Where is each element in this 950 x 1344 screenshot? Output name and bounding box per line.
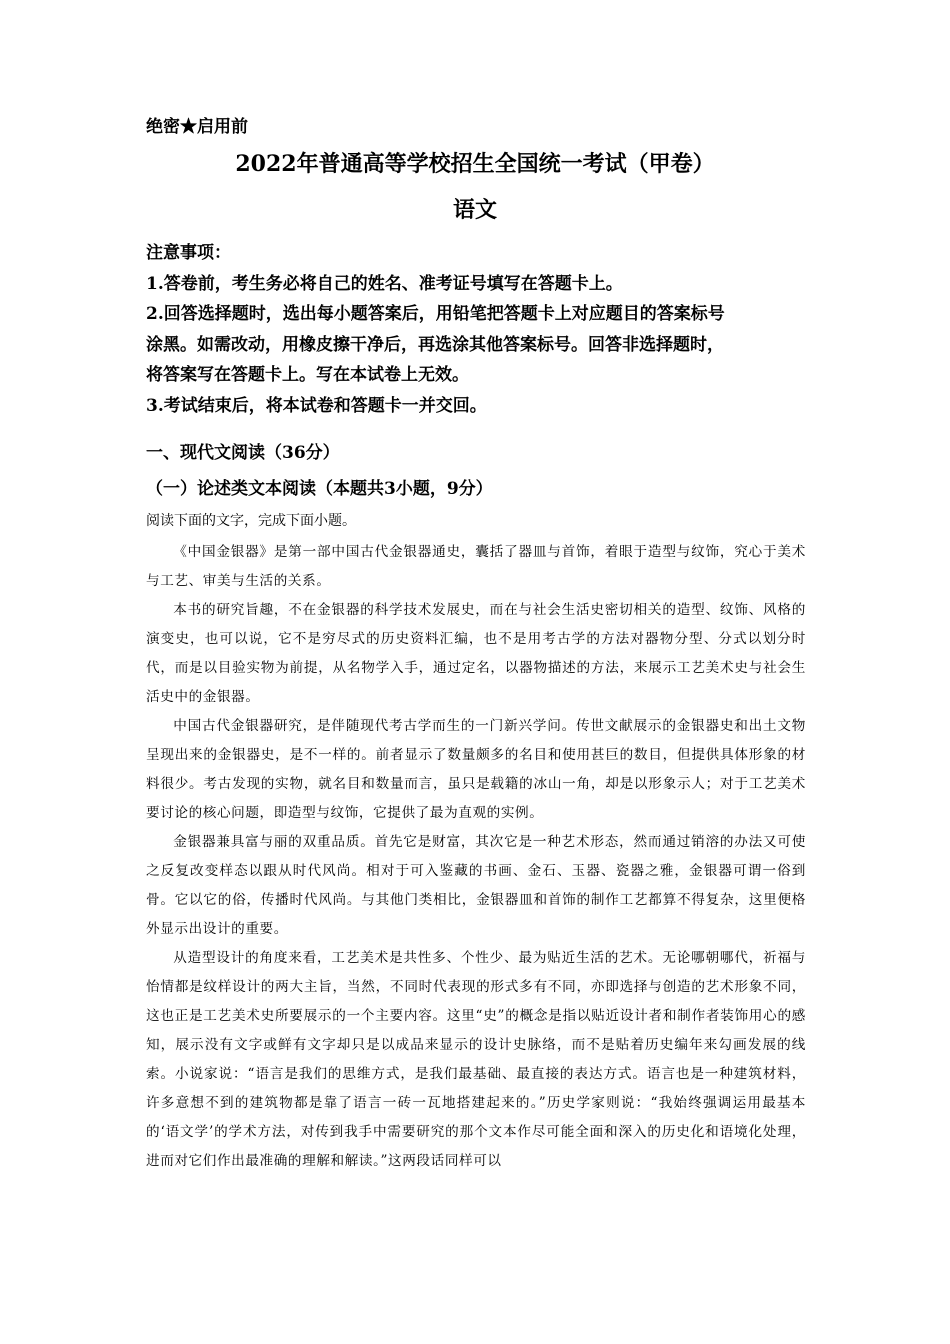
secret-mark: 绝密★启用前 xyxy=(146,117,248,137)
notes-heading: 注意事项： xyxy=(146,243,231,263)
subject-title: 语文 xyxy=(452,197,497,223)
notes-line: 1.答卷前，考生务必将自己的姓名、准考证号填写在答题卡上。 xyxy=(146,273,623,294)
exam-title: 2022年普通高等学校招生全国统一考试（甲卷） xyxy=(235,151,715,177)
notes-line: 3.考试结束后，将本试卷和答题卡一并交回。 xyxy=(146,395,487,416)
notes-line: 2.回答选择题时，选出每小题答案后，用铅笔把答题卡上对应题目的答案标号 xyxy=(146,304,725,324)
passage-paragraph: 从造型设计的角度来看，工艺美术是共性多、个性少、最为贴近生活的艺术。无论哪朝哪代，祈福与怡情都是纹样设计的两大主旨，当然，不同时代表现的形式多有不同，亦即选择与创造的艺术形象不同，这也正是工艺美术史所要展示的一个主要内容。这里“史”的概念是指以贴近设计者和制作者装饰用心的感知，展示没有文字或鲜有文字却只是以成品来显示的设计史脉络，而不是贴着历史编年来勾画发展的线索。小说家说：“语言是我们的思维方式，是我们最基础、最直接的表达方式。语言也是一种建筑材料，许多意想不到的建筑物都是靠了语言一砖一瓦地搭建起来的。”历史学家则说：“我始终强调运用最基本的‘语文学’的学术方法，对传到我手中需要研究的那个文本作尽可能全面和深入的历史化和语境化处理，进而对它们作出最准确的理解和解读。”这两段话同样可以 xyxy=(146,950,806,1169)
passage-paragraph: 中国古代金银器研究，是伴随现代考古学而生的一门新兴学问。传世文献展示的金银器史和出土文物呈现出来的金银器史，是不一样的。前者显示了数量颇多的名目和使用甚巨的数目，但提供具体形象的材料很少。考古发现的实物，就名目和数量而言，虽只是载籍的冰山一角，却是以形象示人；对于工艺美术要讨论的核心问题，即造型与纹饰，它提供了最为直观的实例。 xyxy=(146,718,806,821)
section-heading-part1-sub1: （一）论述类文本阅读（本题共3小题，9分） xyxy=(146,479,493,499)
passage-paragraph: 《中国金银器》是第一部中国古代金银器通史，囊括了器皿与首饰，着眼于造型与纹饰，究心于美术与工艺、审美与生活的关系。 xyxy=(146,544,806,589)
passage-paragraph: 本书的研究旨趣，不在金银器的科学技术发展史，而在与社会生活史密切相关的造型、纹饰、风格的演变史，也可以说，它不是穷尽式的历史资料汇编，也不是用考古学的方法对器物分型、分式以划分时代，而是以目验实物为前提，从名物学入手，通过定名，以器物描述的方法，来展示工艺美术史与社会生活史中的金银器。 xyxy=(146,602,806,705)
passage-paragraph: 金银器兼具富与丽的双重品质。首先它是财富，其次它是一种艺术形态，然而通过销溶的办法又可使之反复改变样态以跟从时代风尚。相对于可入鉴藏的书画、金石、玉器、瓷器之雅，金银器可谓一俗到骨。它以它的俗，传播时代风尚。与其他门类相比，金银器皿和首饰的制作工艺都算不得复杂，这里便格外显示出设计的重要。 xyxy=(146,834,806,937)
section-heading-part1: 一、现代文阅读（36分） xyxy=(146,443,340,463)
reading-passage xyxy=(146,538,806,1176)
reading-instruction: 阅读下面的文字，完成下面小题。 xyxy=(146,513,356,529)
notes-line: 涂黑。如需改动，用橡皮擦干净后，再选涂其他答案标号。回答非选择题时， xyxy=(146,334,724,355)
notes-section xyxy=(146,238,806,421)
notes-line: 将答案写在答题卡上。写在本试卷上无效。 xyxy=(146,365,469,385)
